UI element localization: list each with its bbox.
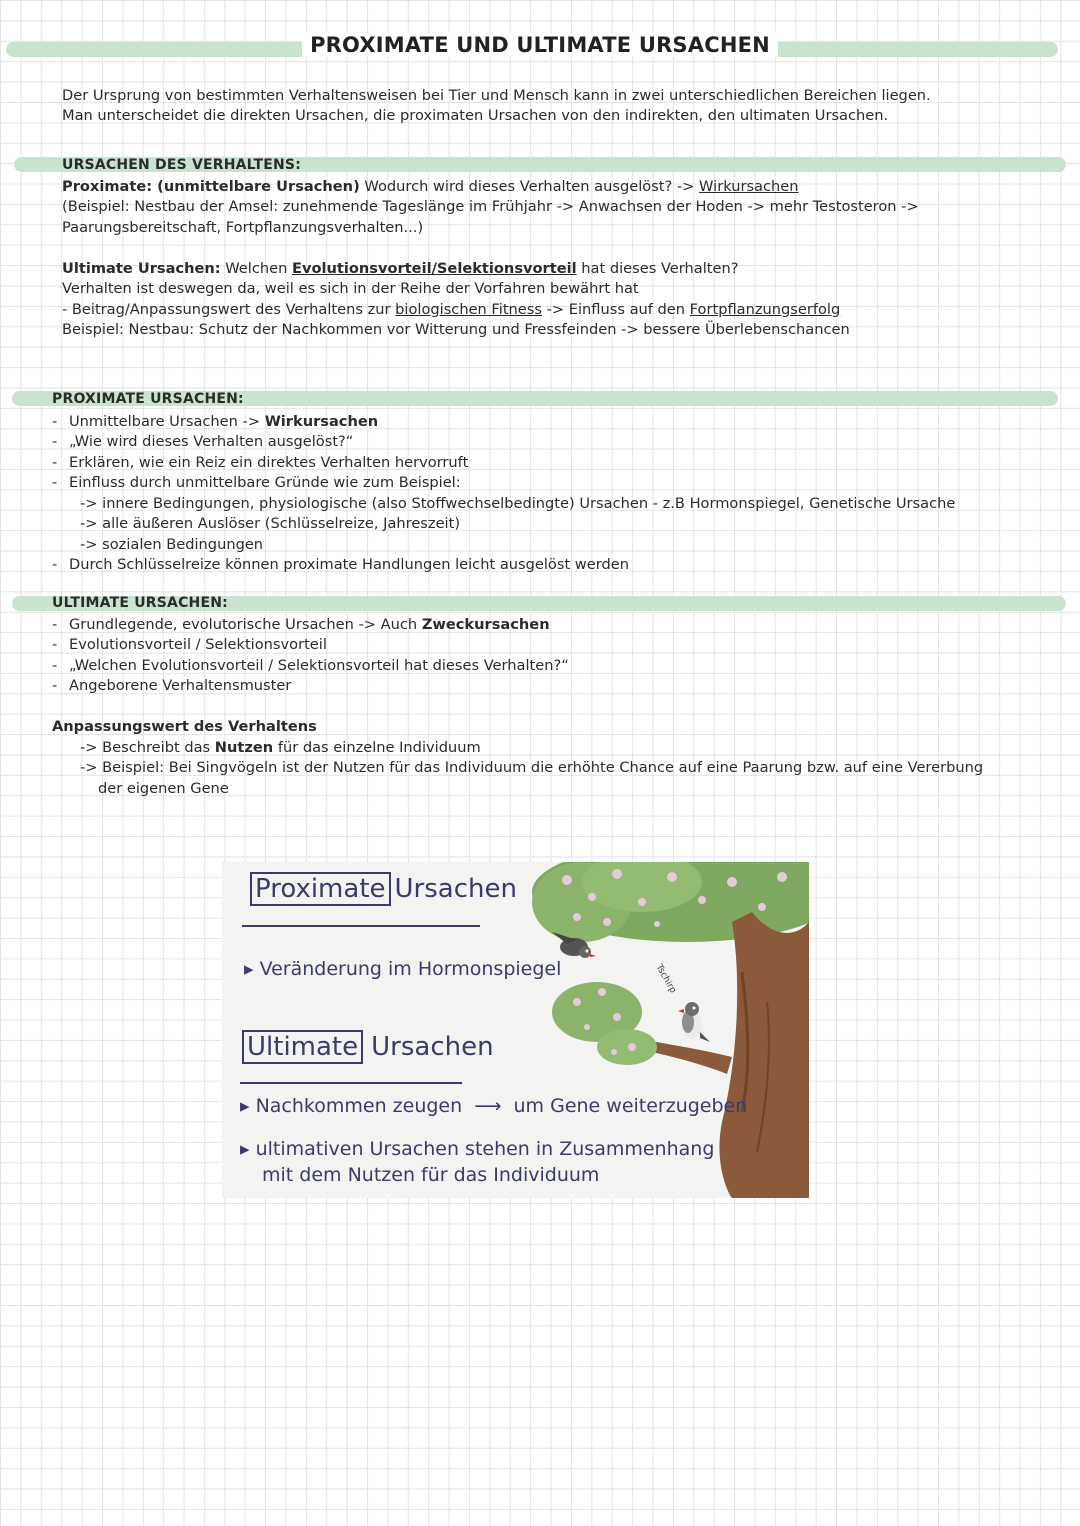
anpassung-line-2: -> Beispiel: Bei Singvögeln ist der Nutzen für das Individuum die erhöhte Chance auf eine Paarung bzw. auf eine Vererbung [80,759,984,776]
section-heading-proximate: PROXIMATE URSACHEN: [52,391,244,407]
proximate-term: Wirkursachen [699,178,799,195]
ultimate-question-pre: Welchen [225,260,288,277]
ultimate-bullet-1-result: um Gene weiterzugeben [513,1095,748,1117]
anpassung-line-1-pre: -> Beschreibt das [80,739,211,756]
page-title: PROXIMATE UND ULTIMATE URSACHEN [0,33,1080,57]
illustration-panel [222,862,809,1198]
proximate-word: Proximate [250,872,391,906]
proximate-item-1-text: Unmittelbare Ursachen -> [69,413,261,430]
ultimate-bullet-1-text: ▸ Nachkommen zeugen [240,1095,463,1117]
ultimate-item-2: - Evolutionsvorteil / Selektionsvorteil [52,636,327,653]
ultimate-item-3: - „Welchen Evolutionsvorteil / Selektionsvorteil hat dieses Verhalten?“ [52,657,569,674]
ultimate-bullet-2-line-2: mit dem Nutzen für das Individuum [262,1164,600,1186]
perched-bird [678,1002,710,1042]
ultimate-line-3 [62,300,840,321]
ultimate-line-3-pre: - Beitrag/Anpassungswert des Verhaltens zur [62,301,391,318]
proximate-sub-3: -> sozialen Bedingungen [80,536,264,553]
intro-line-1: Der Ursprung von bestimmten Verhaltensweisen bei Tier und Mensch kann in zwei unterschiedlichen Bereichen liegen. [62,87,931,104]
proximate-question: Wodurch wird dieses Verhalten ausgelöst? -> [364,178,695,195]
intro-line-2: Man unterscheidet die direkten Ursachen, die proximaten Ursachen von den indirekten, den ultimaten Ursachen. [62,107,889,124]
ultimate-definition [62,259,738,280]
ultimate-heading-underline [240,1082,462,1084]
ultimate-item-3-text: „Welchen Evolutionsvorteil / Selektionsvorteil hat dieses Verhalten?“ [69,657,569,674]
proximate-item-1-term: Wirkursachen [264,413,379,430]
ultimate-item-1-text: Grundlegende, evolutorische Ursachen -> Auch [69,616,418,633]
ultimate-question-term: Evolutionsvorteil/Selektionsvorteil [291,260,577,277]
anpassung-line-1-term: Nutzen [214,739,274,756]
ultimate-line-3-mid: -> Einfluss auf den [546,301,686,318]
ultimate-line-2: Verhalten ist deswegen da, weil es sich in der Reihe der Vorfahren bewährt hat [62,280,639,297]
proximate-heading-underline [242,925,480,927]
proximate-example-line-2: Paarungsbereitschaft, Fortpflanzungsverhalten...) [62,219,424,236]
proximate-item-3: - Erklären, wie ein Reiz ein direktes Verhalten hervorruft [52,454,469,471]
ultimate-heading-box [242,1032,494,1062]
proximate-rest: Ursachen [394,874,517,904]
proximate-item-4: - Einfluss durch unmittelbare Gründe wie zum Beispiel: [52,474,461,491]
ultimate-question-post: hat dieses Verhalten? [581,260,739,277]
ultimate-rest: Ursachen [371,1032,494,1062]
ultimate-line-3-term-fitness: biologischen Fitness [395,301,542,318]
proximate-item-1: - Unmittelbare Ursachen -> Wirkursachen [52,413,379,430]
ultimate-line-4: Beispiel: Nestbau: Schutz der Nachkommen vor Witterung und Fressfeinden -> bessere Überlebenschancen [62,321,850,338]
ultimate-bullet-1-arrow: ⟶ [474,1095,502,1117]
ultimate-item-1: - Grundlegende, evolutorische Ursachen -> Auch Zweckursachen [52,616,550,633]
section-heading-verhalten: URSACHEN DES VERHALTENS: [62,157,301,173]
ultimate-bullet-1 [240,1095,747,1117]
anpassung-line-1-post: für das einzelne Individuum [277,739,481,756]
tree-trunk [719,912,809,1198]
bird-sound-label: Tschirp [653,962,678,996]
proximate-example-line-1: (Beispiel: Nestbau der Amsel: zunehmende Tageslänge im Frühjahr -> Anwachsen der Hoden -> mehr Testosteron -> [62,198,919,215]
ultimate-item-2-text: Evolutionsvorteil / Selektionsvorteil [69,636,327,653]
proximate-definition [62,177,799,198]
proximate-item-4-text: Einfluss durch unmittelbare Gründe wie zum Beispiel: [69,474,461,491]
anpassung-line-1 [80,738,481,759]
proximate-heading-box [250,874,517,904]
proximate-item-5-text: Durch Schlüsselreize können proximate Handlungen leicht ausgelöst werden [69,556,629,573]
proximate-label: Proximate: (unmittelbare Ursachen) [62,178,360,195]
ultimate-item-4-text: Angeborene Verhaltensmuster [69,677,292,694]
ultimate-bullet-2-line-1: ▸ ultimativen Ursachen stehen in Zusammenhang [240,1138,715,1160]
proximate-bullet: ▸ Veränderung im Hormonspiegel [244,958,562,980]
ultimate-line-3-term-erfolg: Fortpflanzungserfolg [689,301,841,318]
proximate-item-2: - „Wie wird dieses Verhalten ausgelöst?“ [52,433,354,450]
proximate-sub-1: -> innere Bedingungen, physiologische (also Stoffwechselbedingte) Ursachen - z.B Hormonspiegel, Genetische Ursache [80,495,956,512]
proximate-item-3-text: Erklären, wie ein Reiz ein direktes Verhalten hervorruft [69,454,469,471]
proximate-sub-2: -> alle äußeren Auslöser (Schlüsselreize, Jahreszeit) [80,515,461,532]
ultimate-word: Ultimate [242,1030,363,1064]
ultimate-item-1-term: Zweckursachen [421,616,550,633]
proximate-item-2-text: „Wie wird dieses Verhalten ausgelöst?“ [69,433,354,450]
anpassung-heading: Anpassungswert des Verhaltens [52,718,317,735]
ultimate-item-4: - Angeborene Verhaltensmuster [52,677,292,694]
ultimate-label: Ultimate Ursachen: [62,260,221,277]
proximate-item-5: - Durch Schlüsselreize können proximate Handlungen leicht ausgelöst werden [52,556,629,573]
section-heading-ultimate: ULTIMATE URSACHEN: [52,595,228,611]
anpassung-line-3: der eigenen Gene [98,780,229,797]
